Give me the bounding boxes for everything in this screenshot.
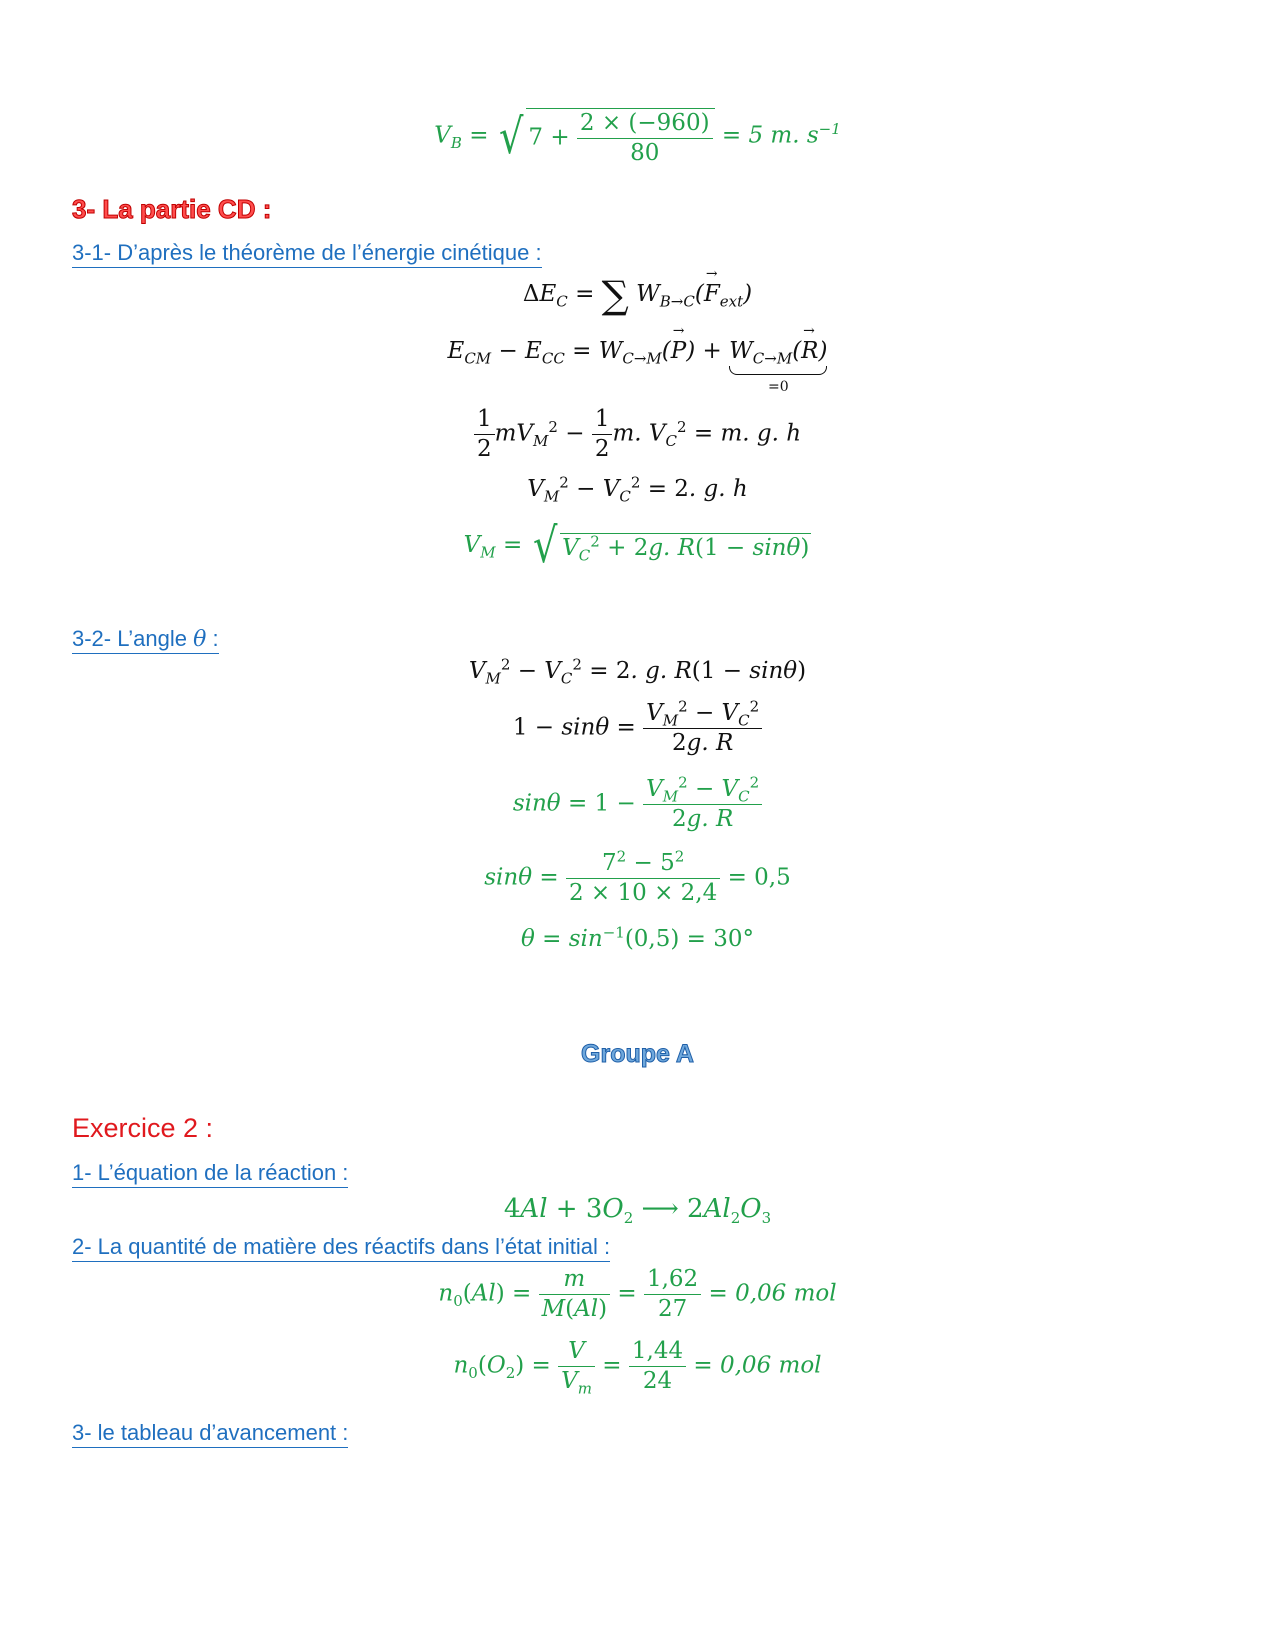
equation-n0-o2: $n_0(O_2)$ = $\frac{V}{V_m}$ = $\frac{1,44}{24}$ = 0,06 mol (453, 1338, 822, 1398)
equation-vb: $V_B$ = √ 7 + $\frac{2 \times (-960)}{80}$ = 5 m. $s^{-1}$ (434, 108, 841, 166)
subsection-3-2-title: 3-2- L’angle θ : (72, 626, 219, 652)
group-heading: Groupe A (581, 1040, 694, 1068)
exercise-title: Exercice 2 : (72, 1113, 214, 1143)
sqrt-symbol: √ 7 + $\frac{2 \times (-960)}{80}$ (496, 108, 715, 165)
reaction-equation: $4Al + 3O_2$ ⟶ $2Al_2O_3$ (503, 1194, 772, 1228)
equation-n0-al: $n_0(Al)$ = $\frac{m}{M(Al)}$ = $\frac{1,62}{27}$ = 0,06 mol (438, 1266, 837, 1322)
equation-theta: $\theta = \sin^{-1}(0,5) = 30^\circ$ (520, 923, 755, 952)
equation-ecm-ecc: $E_{CM} - E_{CC} = W_{C\to M}(P$ → ) + $W_{C\to M}(R$ → ) =0 (447, 323, 828, 395)
equation-angle-2: 1 − sinθ = $\frac{V_M^2 - V_C^2}{2g. R}$ (0, 702, 1275, 755)
question-2-title: 2- La quantité de matière des réactifs dans l’état initial : (72, 1234, 610, 1262)
equation-angle-4: sinθ = $\frac{7^2 - 5^2}{2 \times 10 \times 2,4}$ = 0,5 (484, 847, 791, 906)
question-3-title: 3- le tableau d’avancement : (72, 1420, 348, 1448)
equation-delta-ec: $\Delta E_C$ = ∑ $W_{B\to C}(F$ → $_{ext}$) (522, 266, 753, 317)
question-1-title: 1- L’équation de la réaction : (72, 1160, 348, 1188)
equation-angle-3: sinθ = 1 − $\frac{V_M^2 - V_C^2}{2g. R}$ (0, 778, 1275, 831)
equation-angle-1: $V_M^2 - V_C^2 = 2$. g. R(1 − sinθ) (468, 655, 807, 688)
section-title: 3- La partie CD : (72, 194, 272, 224)
equation-vm2-vc2: $V_M^2 - V_C^2 = 2$. g. h (527, 473, 748, 506)
equation-vm: $V_M$ = √ $V_C^2 + 2g$. R(1 − sinθ) (463, 518, 810, 574)
equation-kinetic-energy: $\frac{1}{2}$ $mV_M^2$ − $\frac{1}{2}$ m. $V_C^2 = m$. g. h (0, 408, 1275, 461)
subsection-3-1-title: 3-1- D’après le théorème de l’énergie cinétique : (72, 240, 542, 268)
